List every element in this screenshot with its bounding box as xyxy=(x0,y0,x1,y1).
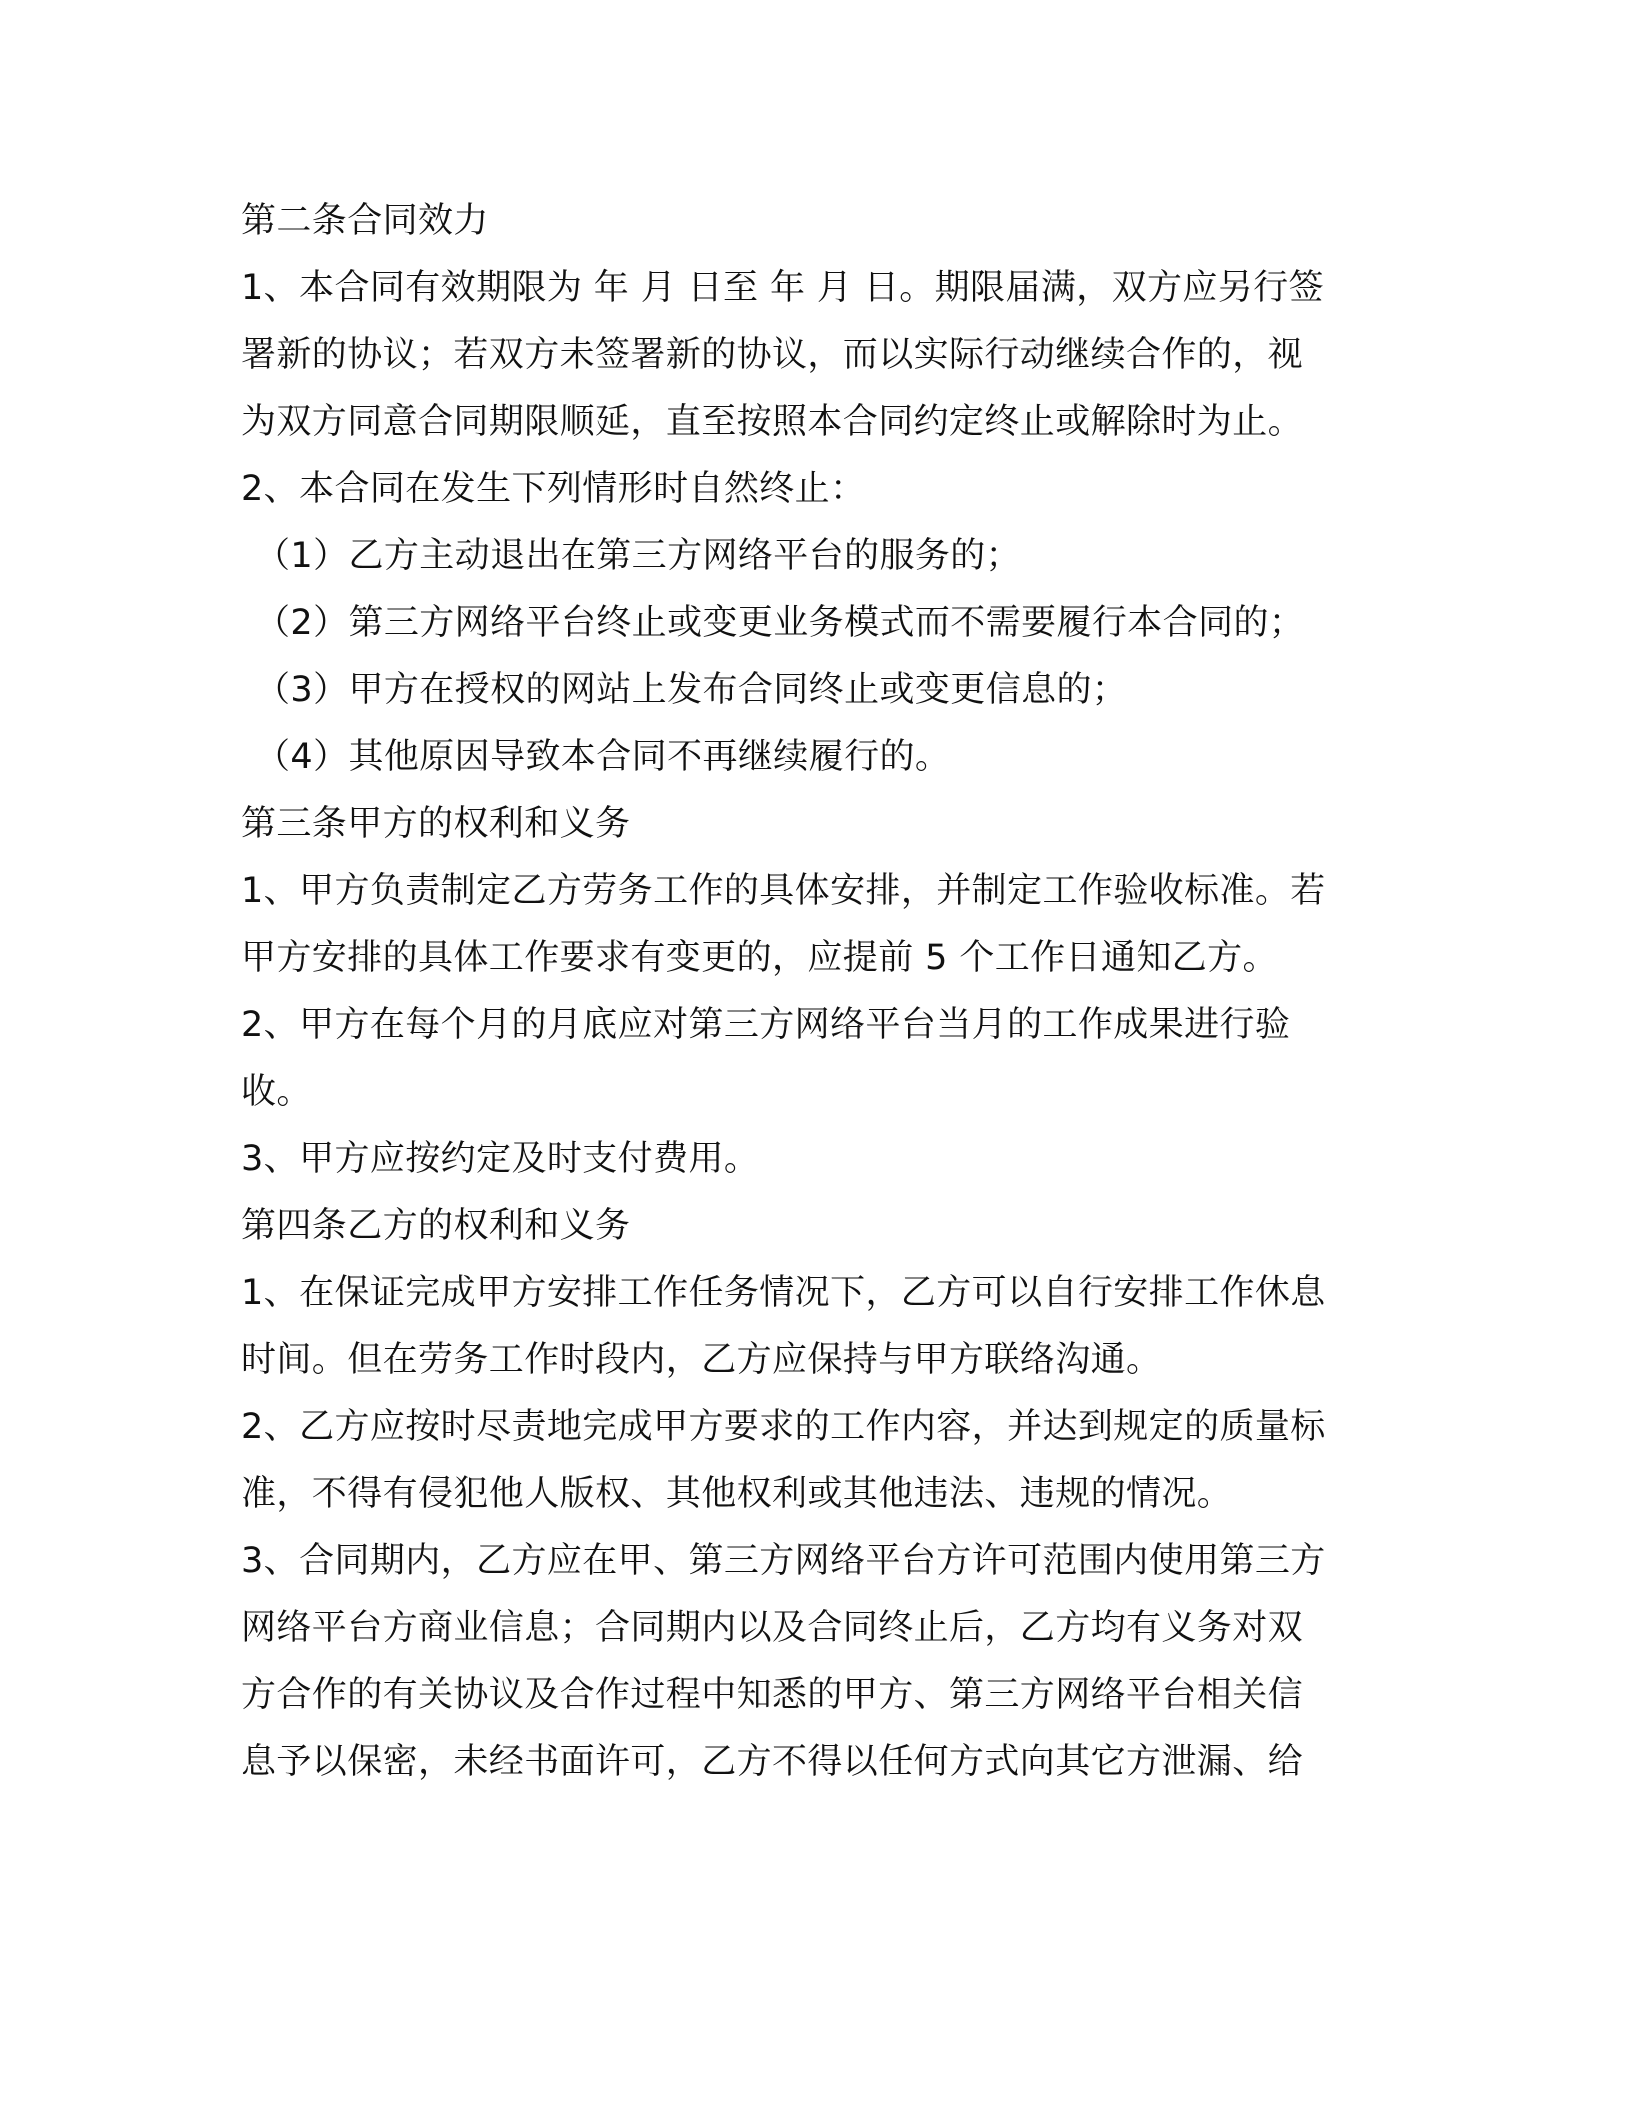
section-heading-article-3: 第三条甲方的权利和义务 xyxy=(241,804,631,844)
paragraph-line: 2、甲方在每个月的月底应对第三方网络平台当月的工作成果进行验 xyxy=(241,1005,1291,1045)
paragraph-line: 3、合同期内，乙方应在甲、第三方网络平台方许可范围内使用第三方 xyxy=(241,1541,1326,1581)
paragraph-line: 时间。但在劳务工作时段内，乙方应保持与甲方联络沟通。 xyxy=(241,1340,1162,1380)
section-heading-article-2: 第二条合同效力 xyxy=(241,201,489,241)
list-item: （1）乙方主动退出在第三方网络平台的服务的； xyxy=(255,536,1022,576)
list-item: （3）甲方在授权的网站上发布合同终止或变更信息的； xyxy=(255,670,1128,710)
list-item: （4）其他原因导致本合同不再继续履行的。 xyxy=(255,737,951,777)
section-heading-article-4: 第四条乙方的权利和义务 xyxy=(241,1206,631,1246)
paragraph-line: 1、在保证完成甲方安排工作任务情况下，乙方可以自行安排工作休息 xyxy=(241,1273,1326,1313)
paragraph-line: 甲方安排的具体工作要求有变更的，应提前 5 个工作日通知乙方。 xyxy=(241,938,1278,978)
paragraph-line: 方合作的有关协议及合作过程中知悉的甲方、第三方网络平台相关信 xyxy=(241,1675,1304,1715)
paragraph-line: 2、本合同在发生下列情形时自然终止： xyxy=(241,469,866,509)
paragraph-line: 准，不得有侵犯他人版权、其他权利或其他违法、违规的情况。 xyxy=(241,1474,1233,1514)
paragraph-line: 网络平台方商业信息；合同期内以及合同终止后，乙方均有义务对双 xyxy=(241,1608,1304,1648)
paragraph-line: 1、本合同有效期限为 年 月 日至 年 月 日。期限届满，双方应另行签 xyxy=(241,268,1325,308)
paragraph-line: 1、甲方负责制定乙方劳务工作的具体安排，并制定工作验收标准。若 xyxy=(241,871,1326,911)
document-body xyxy=(241,188,1381,1796)
list-item: （2）第三方网络平台终止或变更业务模式而不需要履行本合同的； xyxy=(255,603,1305,643)
paragraph-line: 息予以保密，未经书面许可，乙方不得以任何方式向其它方泄漏、给 xyxy=(241,1742,1304,1782)
paragraph-line: 2、乙方应按时尽责地完成甲方要求的工作内容，并达到规定的质量标 xyxy=(241,1407,1326,1447)
paragraph-line: 收。 xyxy=(241,1072,312,1112)
paragraph-line: 3、甲方应按约定及时支付费用。 xyxy=(241,1139,760,1179)
paragraph-line: 署新的协议；若双方未签署新的协议，而以实际行动继续合作的，视 xyxy=(241,335,1304,375)
paragraph-line: 为双方同意合同期限顺延，直至按照本合同约定终止或解除时为止。 xyxy=(241,402,1304,442)
